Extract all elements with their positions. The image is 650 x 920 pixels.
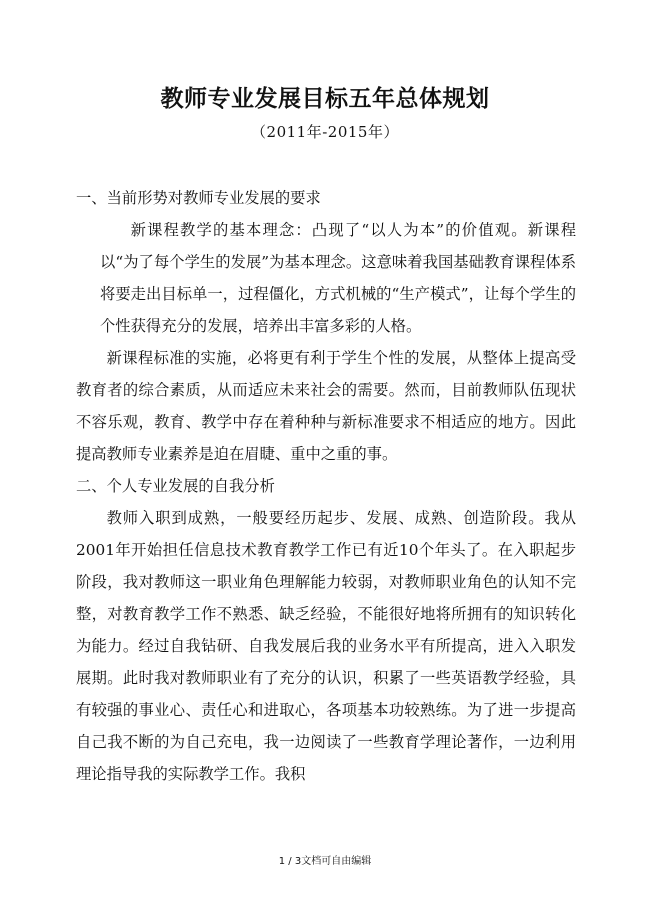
document-body	[76, 182, 576, 790]
document-subtitle: （2011年-2015年）	[251, 123, 399, 141]
paragraph: 新课程标准的实施，必将更有利于学生个性的发展，从整体上提高受教育者的综合素质，从而适应未来社会的需要。然而，目前教师队伍现状不容乐观，教育、教学中存在着种种与新标准要求不相适应的地方。因此提高教师专业素养是迫在眉睫、重中之重的事。	[76, 349, 576, 463]
section-heading: 一、当前形势对教师专业发展的要求	[76, 189, 321, 207]
document-title: 教师专业发展目标五年总体规划	[160, 86, 490, 112]
page-footer: 1 / 3文档可自由编辑	[278, 856, 372, 867]
paragraph: 新课程教学的基本理念：凸现了“以人为本”的价值观。新课程以“为了每个学生的发展”为基本理念。这意味着我国基础教育课程体系将要走出目标单一，过程僵化，方式机械的“生产模式”，让每个学生的个性获得充分的发展，培养出丰富多彩的人格。	[100, 221, 576, 335]
section-heading: 二、个人专业发展的自我分析	[76, 477, 275, 495]
paragraph: 教师入职到成熟，一般要经历起步、发展、成熟、创造阶段。我从2001年开始担任信息技术教育教学工作已有近10个年头了。在入职起步阶段，我对教师这一职业角色理解能力较弱，对教师职业角色的认知不完整，对教育教学工作不熟悉、缺乏经验，不能很好地将所拥有的知识转化为能力。经过自我钻研、自我发展后我的业务水平有所提高，进入入职发展期。此时我对教师职业有了充分的认识，积累了一些英语教学经验，具有较强的事业心、责任心和进取心，各项基本功较熟练。为了进一步提高自己我不断的为自己充电，我一边阅读了一些教育学理论著作，一边利用理论指导我的实际教学工作。我积	[76, 509, 576, 783]
